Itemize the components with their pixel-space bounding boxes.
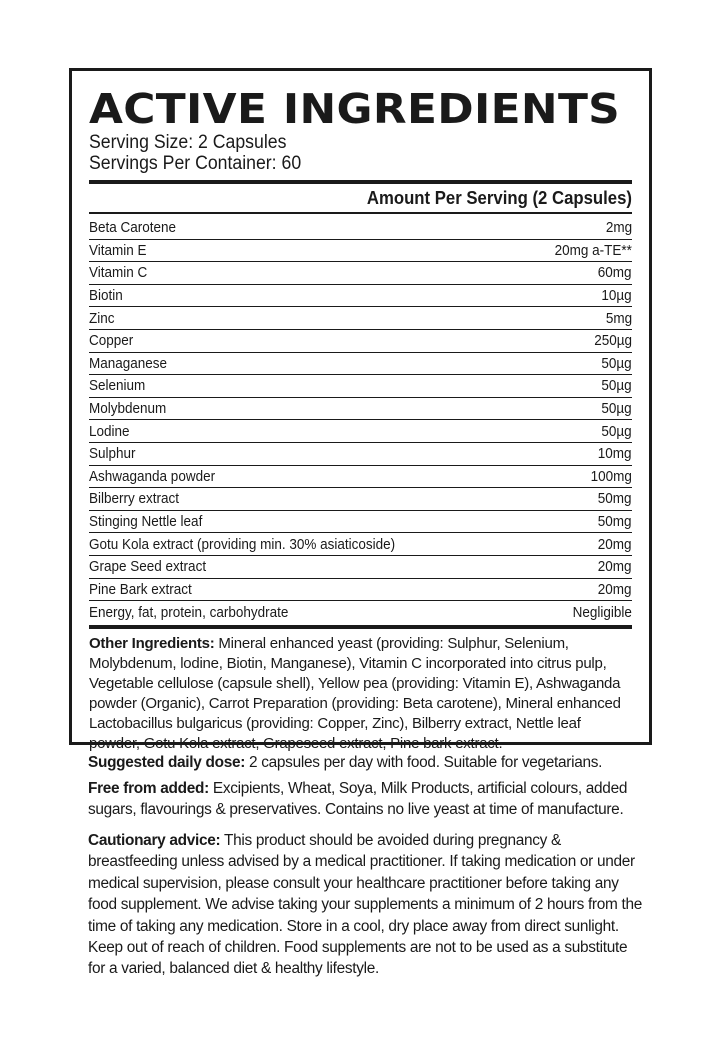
- supplement-facts-panel: [69, 68, 652, 752]
- cautionary-advice-label: Cautionary advice:: [88, 832, 221, 849]
- other-ingredients-label: Other Ingredients:: [89, 634, 215, 652]
- ingredient-row: [89, 307, 632, 330]
- ingredient-amount: 50µg: [601, 422, 632, 440]
- ingredient-name: Vitamin C: [89, 264, 148, 282]
- ingredient-amount: 20mg: [598, 535, 632, 553]
- ingredient-name: Beta Carotene: [89, 219, 177, 237]
- ingredient-amount: 100mg: [590, 467, 632, 485]
- ingredient-row: [89, 285, 632, 308]
- servings-per-container: Servings Per Container: 60: [89, 153, 302, 174]
- ingredient-row: [89, 240, 632, 263]
- free-from-label: Free from added:: [88, 780, 209, 797]
- divider-medium: [89, 212, 632, 214]
- suggested-dose-text: 2 capsules per day with food. Suitable for vegetarians.: [245, 754, 603, 771]
- divider-bottom: [89, 625, 632, 629]
- other-ingredients-text: Mineral enhanced yeast (providing: Sulphur, Selenium, Molybdenum, lodine, Biotin, Manganese), Vitamin C incorporated into citrus pulp, Vegetable cellulose (capsule shell), Yellow pea (providing: Vitamin E), Ashwaganda powder (Organic), Carrot Preparation (providing: Beta carotene), Mineral enhanced Lactobacillus bulgaricus (providing: Copper, Zinc), Bilberry extract, Nettle leaf powder, Gotu Kola extract, Grapeseed extract, Pine bark extract.: [89, 634, 621, 752]
- ingredient-name: Lodine: [89, 422, 130, 440]
- ingredient-amount: 50mg: [598, 513, 632, 531]
- ingredient-amount: 60mg: [598, 264, 632, 282]
- ingredient-name: Copper: [89, 332, 134, 350]
- ingredient-row: [89, 375, 632, 398]
- ingredient-row: [89, 601, 632, 624]
- suggested-dose: [88, 752, 643, 773]
- ingredient-amount: 50µg: [601, 400, 632, 418]
- suggested-dose-label: Suggested daily dose:: [88, 754, 246, 771]
- ingredient-name: Vitamin E: [89, 241, 147, 259]
- ingredient-name: Biotin: [89, 287, 123, 305]
- ingredient-name: Managanese: [89, 354, 168, 372]
- ingredient-row: [89, 262, 632, 285]
- ingredient-amount: 250µg: [594, 332, 632, 350]
- ingredient-amount: 20mg a-TE**: [554, 241, 632, 259]
- ingredient-amount: Negligible: [572, 603, 632, 621]
- ingredient-amount: 10µg: [601, 287, 632, 305]
- ingredient-amount: 10mg: [598, 445, 632, 463]
- ingredient-row: [89, 353, 632, 376]
- ingredient-name: Stinging Nettle leaf: [89, 513, 203, 531]
- ingredient-row: [89, 420, 632, 443]
- amount-per-serving-header: Amount Per Serving (2 Capsules): [366, 188, 632, 208]
- ingredient-name: Grape Seed extract: [89, 558, 207, 576]
- ingredient-amount: 2mg: [605, 219, 632, 237]
- panel-title: ACTIVE INGREDIENTS: [89, 85, 621, 133]
- ingredient-row: [89, 579, 632, 602]
- ingredient-name: Molybdenum: [89, 400, 167, 418]
- ingredient-amount: 20mg: [598, 580, 632, 598]
- free-from-text: Excipients, Wheat, Soya, Milk Products, artificial colours, added sugars, flavourings & preservatives. Contains no live yeast at time of manufacture.: [88, 780, 628, 819]
- cautionary-advice: [88, 830, 643, 980]
- ingredient-row: [89, 398, 632, 421]
- other-ingredients: [89, 634, 632, 754]
- ingredients-table: [89, 217, 632, 624]
- ingredient-amount: 5mg: [605, 309, 632, 327]
- ingredient-amount: 50mg: [598, 490, 632, 508]
- ingredient-name: Ashwaganda powder: [89, 467, 216, 485]
- ingredient-row: [89, 330, 632, 353]
- free-from: [88, 778, 643, 821]
- ingredient-row: [89, 466, 632, 489]
- serving-size: Serving Size: 2 Capsules: [89, 132, 287, 153]
- ingredient-row: [89, 511, 632, 534]
- ingredient-name: Bilberry extract: [89, 490, 180, 508]
- ingredient-name: Sulphur: [89, 445, 136, 463]
- ingredient-name: Pine Bark extract: [89, 580, 192, 598]
- ingredient-name: Gotu Kola extract (providing min. 30% asiaticoside): [89, 535, 396, 553]
- cautionary-advice-text: This product should be avoided during pregnancy & breastfeeding unless advised by a medical practitioner. If taking medication or under medical supervision, please consult your healthcare practitioner before taking any food supplement. We advise taking your supplements a minimum of 2 hours from the time of taking any medication. Store in a cool, dry place away from direct sunlight. Keep out of reach of children. Food supplements are not to be used as a substitute for a varied, balanced diet & healthy lifestyle.: [88, 832, 643, 978]
- ingredient-row: [89, 556, 632, 579]
- ingredient-row: [89, 443, 632, 466]
- ingredient-row: [89, 217, 632, 240]
- ingredient-row: [89, 488, 632, 511]
- ingredient-row: [89, 533, 632, 556]
- ingredient-name: Zinc: [89, 309, 115, 327]
- ingredient-name: Selenium: [89, 377, 146, 395]
- ingredient-amount: 50µg: [601, 354, 632, 372]
- ingredient-amount: 20mg: [598, 558, 632, 576]
- ingredient-amount: 50µg: [601, 377, 632, 395]
- ingredient-name: Energy, fat, protein, carbohydrate: [89, 603, 289, 621]
